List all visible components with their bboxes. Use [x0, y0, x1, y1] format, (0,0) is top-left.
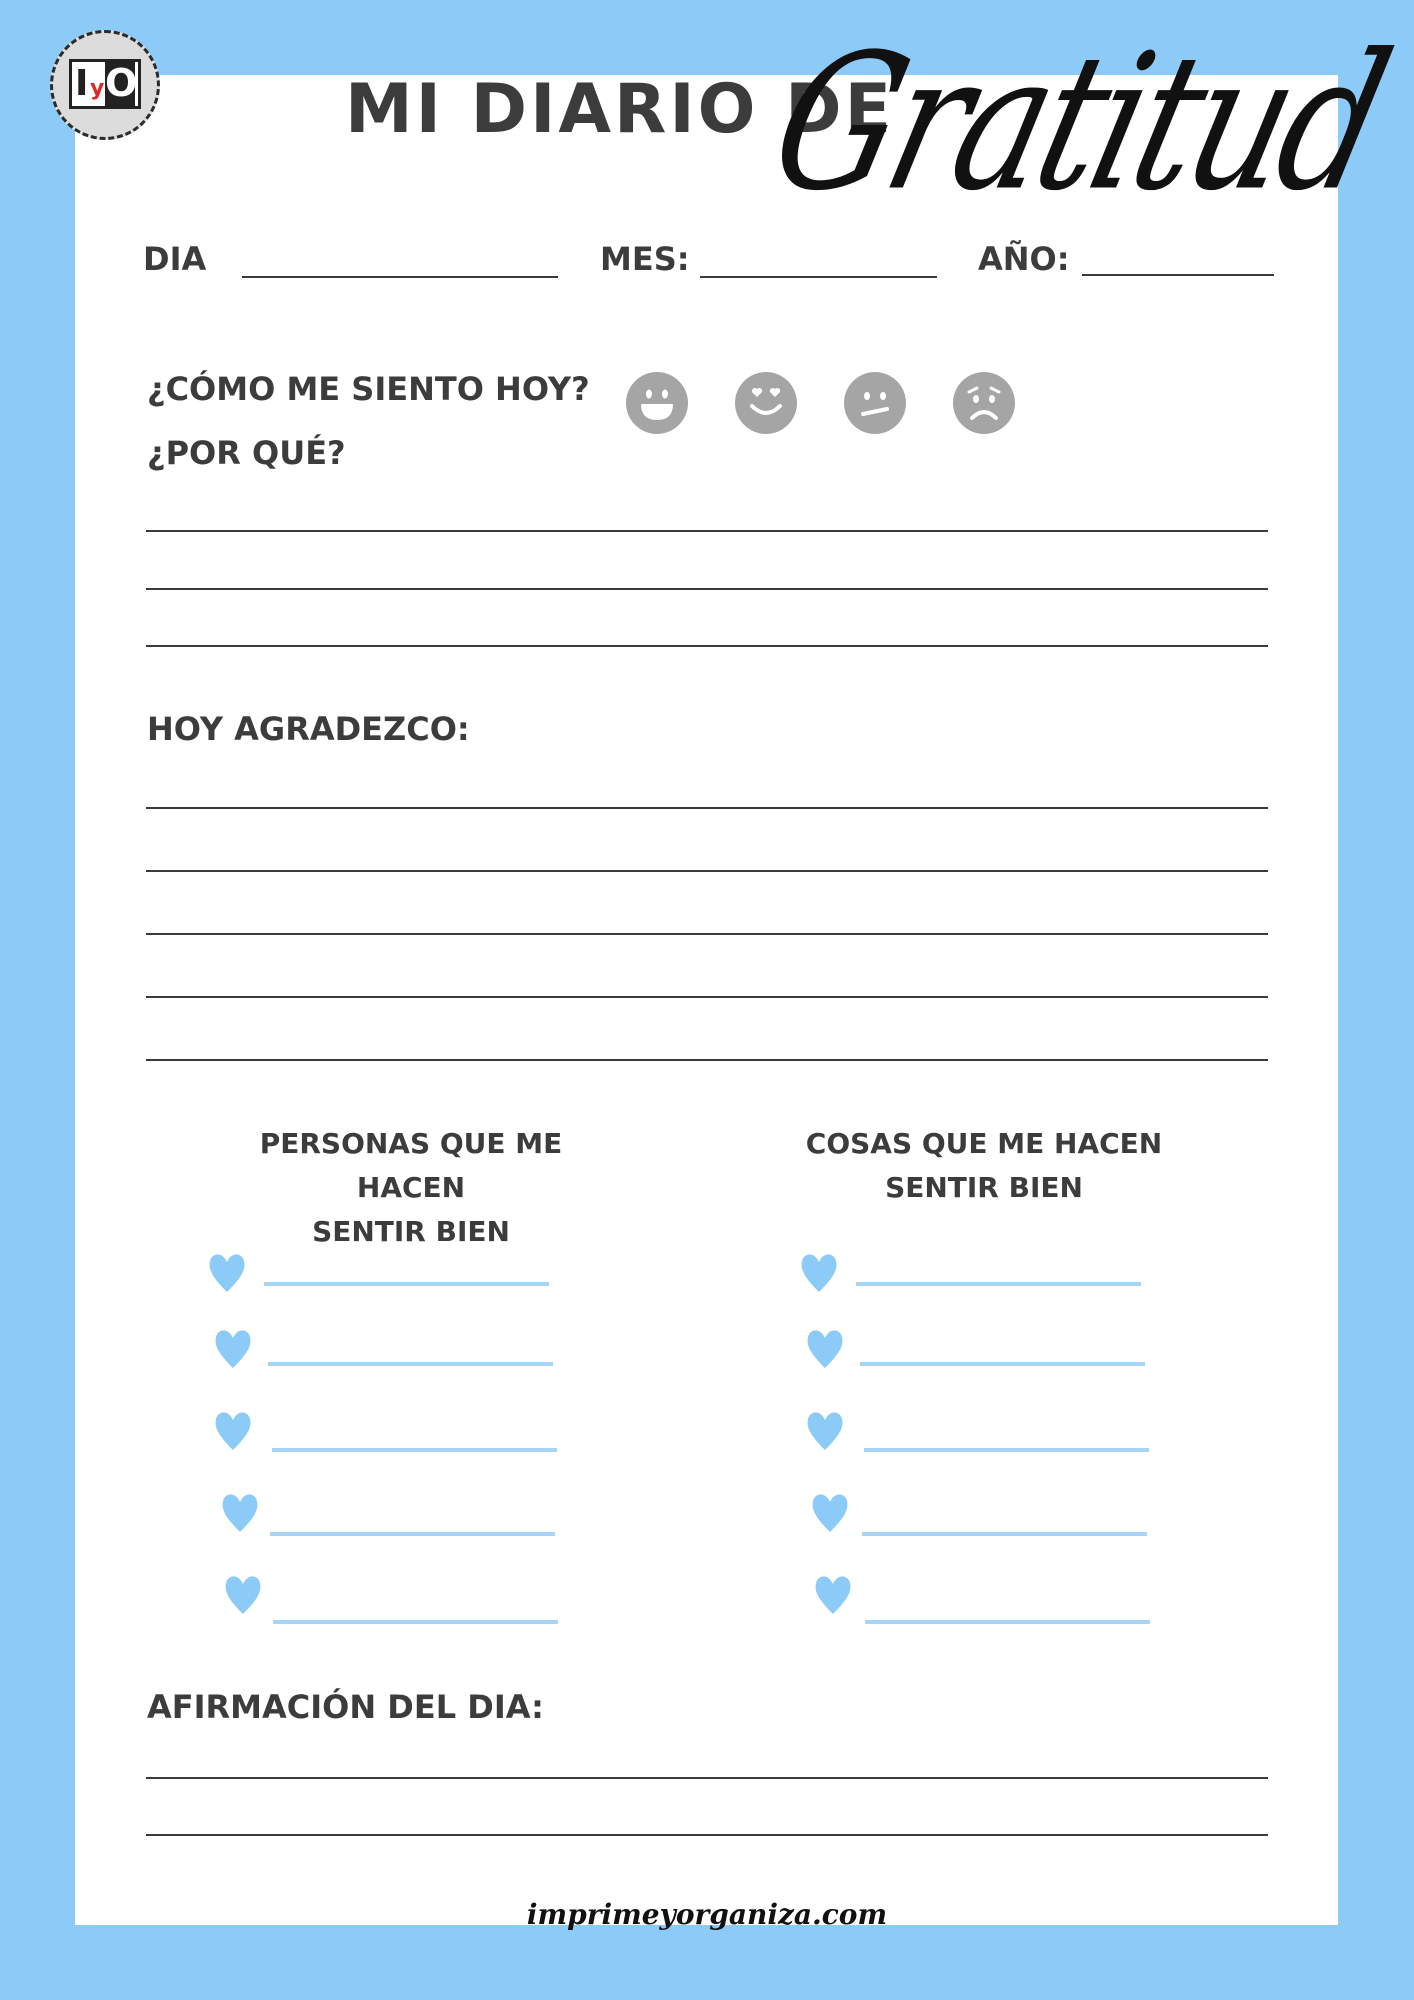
- day-field[interactable]: [242, 276, 558, 278]
- page-title: MI DIARIO DE: [345, 70, 895, 149]
- things-list-line[interactable]: [865, 1620, 1150, 1624]
- day-label: DIA: [143, 240, 207, 278]
- heart-icon: [813, 1572, 853, 1616]
- year-label: AÑO:: [978, 240, 1070, 278]
- affirmation-line[interactable]: [146, 1834, 1268, 1836]
- things-list-line[interactable]: [864, 1448, 1149, 1452]
- gratitude-line[interactable]: [146, 1059, 1268, 1061]
- month-label: MES:: [600, 240, 690, 278]
- things-title: COSAS QUE ME HACEN SENTIR BIEN: [805, 1127, 1163, 1204]
- affirmation-line[interactable]: [146, 1777, 1268, 1779]
- script-title: Gratitud: [753, 15, 1403, 233]
- heart-icon: [805, 1326, 845, 1370]
- neutral-face-icon[interactable]: [844, 372, 906, 434]
- why-line[interactable]: [146, 588, 1268, 590]
- heart-icon: [799, 1250, 839, 1294]
- heart-icon: [223, 1572, 263, 1616]
- gratitude-line[interactable]: [146, 933, 1268, 935]
- people-title: PERSONAS QUE ME HACEN SENTIR BIEN: [259, 1127, 563, 1248]
- why-line[interactable]: [146, 530, 1268, 532]
- heart-icon: [213, 1326, 253, 1370]
- affirmation-label: AFIRMACIÓN DEL DIA:: [147, 1688, 544, 1726]
- heart-icon: [213, 1408, 253, 1452]
- gratitude-line[interactable]: [146, 807, 1268, 809]
- logo: I y O: [50, 30, 160, 140]
- people-list-line[interactable]: [264, 1282, 549, 1286]
- heart-icon: [220, 1490, 260, 1534]
- gratitude-line[interactable]: [146, 996, 1268, 998]
- people-list-line[interactable]: [270, 1532, 555, 1536]
- website-footer: imprimeyorganiza.com: [526, 1898, 888, 1931]
- heart-icon: [207, 1250, 247, 1294]
- why-label: ¿POR QUÉ?: [147, 434, 346, 472]
- heart-icon: [805, 1408, 845, 1452]
- things-list-line[interactable]: [856, 1282, 1141, 1286]
- month-field[interactable]: [700, 276, 937, 278]
- gratitude-label: HOY AGRADEZCO:: [147, 710, 470, 748]
- people-list-line[interactable]: [268, 1362, 553, 1366]
- gratitude-line[interactable]: [146, 870, 1268, 872]
- mood-question: ¿CÓMO ME SIENTO HOY?: [147, 370, 590, 408]
- year-field[interactable]: [1082, 274, 1274, 276]
- why-line[interactable]: [146, 645, 1268, 647]
- heart-icon: [810, 1490, 850, 1534]
- things-list-line[interactable]: [862, 1532, 1147, 1536]
- things-list-line[interactable]: [860, 1362, 1145, 1366]
- people-list-line[interactable]: [273, 1620, 558, 1624]
- people-list-line[interactable]: [272, 1448, 557, 1452]
- laughing-face-icon[interactable]: [626, 372, 688, 434]
- journal-sheet: [75, 75, 1338, 1925]
- sad-face-icon[interactable]: [953, 372, 1015, 434]
- smiling-face-icon[interactable]: [735, 372, 797, 434]
